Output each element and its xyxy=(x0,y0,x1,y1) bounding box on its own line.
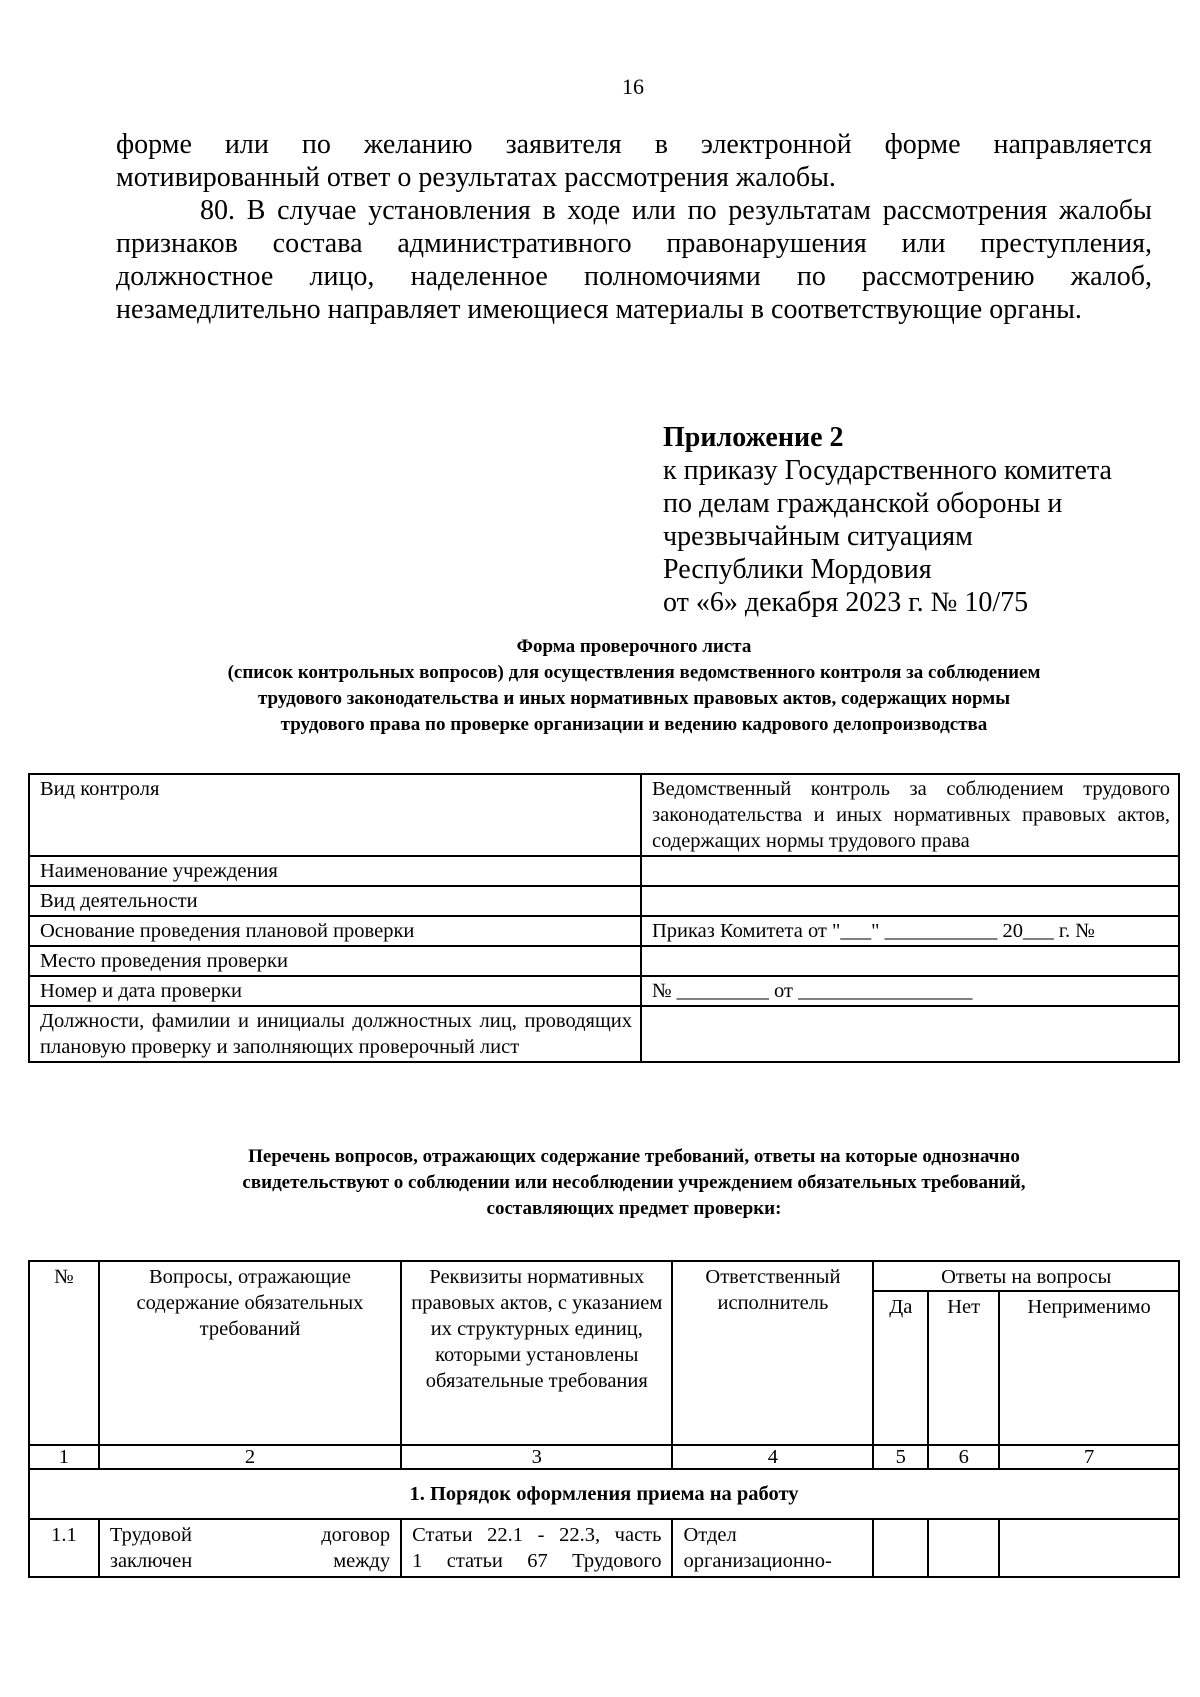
form-title xyxy=(40,634,1200,738)
paragraph-1-line-1: форме или по желанию заявителя в электронной форме направляется xyxy=(116,129,1152,160)
responsible-line: организационно- xyxy=(683,1550,832,1572)
info-label: Наименование учреждения xyxy=(29,856,641,886)
column-number: 6 xyxy=(928,1445,999,1469)
paragraph-1-line-2: мотивированный ответ о результатах рассмотрения жалобы. xyxy=(116,162,836,193)
paragraph-80: 80. В случае установления в ходе или по результатам рассмотрения жалобы признаков состава административного правонарушения или преступления, должностное лицо, наделенное полномочиями по рассмотрению жалоб, незамедлительно направляет имеющиеся материалы в соответствующие органы. xyxy=(116,195,1152,325)
col-header-na: Неприменимо xyxy=(999,1291,1179,1445)
column-number: 1 xyxy=(29,1445,99,1469)
info-label: Основание проведения плановой проверки xyxy=(29,916,641,946)
column-number: 2 xyxy=(99,1445,401,1469)
question-line: Трудовой договор xyxy=(109,1524,391,1546)
answer-yes-cell xyxy=(873,1519,928,1577)
inspection-info-table xyxy=(28,773,1180,1063)
col-header-answers: Ответы на вопросы xyxy=(873,1261,1179,1291)
col-header-requisites: Реквизиты нормативных правовых актов, с указанием их структурных единиц, которыми установлены обязательные требования xyxy=(401,1261,672,1445)
questions-title-line: свидетельствуют о соблюдении или несоблюдении учреждением обязательных требований, xyxy=(242,1172,1026,1193)
table-row xyxy=(29,886,1179,916)
table-row xyxy=(29,1519,1179,1577)
col-header-yes: Да xyxy=(873,1291,928,1445)
column-number-row xyxy=(29,1445,1179,1469)
info-label: Номер и дата проверки xyxy=(29,976,641,1006)
info-label: Место проведения проверки xyxy=(29,946,641,976)
info-value: Ведомственный контроль за соблюдением трудового законодательства и иных нормативных правовых актов, содержащих нормы трудового права xyxy=(641,774,1179,856)
table-row xyxy=(29,1006,1179,1062)
appendix-line: Республики Мордовия xyxy=(663,554,932,585)
info-value xyxy=(641,1006,1179,1062)
form-title-line: Форма проверочного листа xyxy=(516,636,752,657)
info-value xyxy=(641,946,1179,976)
header-row xyxy=(29,1261,1179,1291)
info-value: № _________ от _________________ xyxy=(641,976,1179,1006)
info-label: Вид контроля xyxy=(29,774,641,856)
appendix-line: к приказу Государственного комитета xyxy=(663,455,1112,486)
col-header-no: Нет xyxy=(928,1291,999,1445)
table-row xyxy=(29,774,1179,856)
answer-no-cell xyxy=(928,1519,999,1577)
question-cell xyxy=(99,1519,401,1577)
column-number: 3 xyxy=(401,1445,672,1469)
page-number: 16 xyxy=(622,74,644,99)
responsible-cell xyxy=(672,1519,873,1577)
appendix-header xyxy=(663,421,1183,619)
appendix-order-date: от «6» декабря 2023 г. № 10/75 xyxy=(663,587,1029,618)
appendix-line: чрезвычайным ситуациям xyxy=(663,521,973,552)
form-title-line: (список контрольных вопросов) для осуществления ведомственного контроля за соблюдением xyxy=(227,662,1041,683)
questions-title-line: Перечень вопросов, отражающих содержание требований, ответы на которые однозначно xyxy=(248,1146,1020,1167)
form-title-line: трудового законодательства и иных нормативных правовых актов, содержащих нормы xyxy=(257,688,1011,709)
responsible-line: Отдел xyxy=(683,1524,737,1546)
requisites-line: Статьи 22.1 - 22.3, часть xyxy=(412,1524,662,1546)
intro-text xyxy=(116,128,1152,326)
col-header-responsible: Ответственный исполнитель xyxy=(672,1261,873,1445)
col-header-question: Вопросы, отражающие содержание обязательных требований xyxy=(99,1261,401,1445)
column-number: 4 xyxy=(672,1445,873,1469)
table-row xyxy=(29,856,1179,886)
info-value xyxy=(641,856,1179,886)
info-label: Вид деятельности xyxy=(29,886,641,916)
requisites-line: 1 статьи 67 Трудового xyxy=(412,1550,662,1572)
question-line: заключен между xyxy=(109,1550,391,1572)
requisites-cell xyxy=(401,1519,672,1577)
answer-na-cell xyxy=(999,1519,1179,1577)
table-row xyxy=(29,916,1179,946)
column-number: 7 xyxy=(999,1445,1179,1469)
table-row xyxy=(29,976,1179,1006)
column-number: 5 xyxy=(873,1445,928,1469)
appendix-title: Приложение 2 xyxy=(663,422,844,453)
appendix-line: по делам гражданской обороны и xyxy=(663,488,1063,519)
form-title-line: трудового права по проверке организации и ведению кадрового делопроизводства xyxy=(280,714,988,735)
info-value xyxy=(641,886,1179,916)
table-row xyxy=(29,946,1179,976)
section-title: 1. Порядок оформления приема на работу xyxy=(29,1469,1179,1519)
info-label: Должности, фамилии и инициалы должностных лиц, проводящих плановую проверку и заполняющих проверочный лист xyxy=(29,1006,641,1062)
row-number: 1.1 xyxy=(29,1519,99,1577)
questions-table xyxy=(28,1260,1180,1578)
section-row xyxy=(29,1469,1179,1519)
questions-title-line: составляющих предмет проверки: xyxy=(486,1198,782,1219)
questions-title xyxy=(40,1144,1200,1222)
info-value: Приказ Комитета от "___" ___________ 20___ г. № xyxy=(641,916,1179,946)
col-header-num: № xyxy=(29,1261,99,1445)
